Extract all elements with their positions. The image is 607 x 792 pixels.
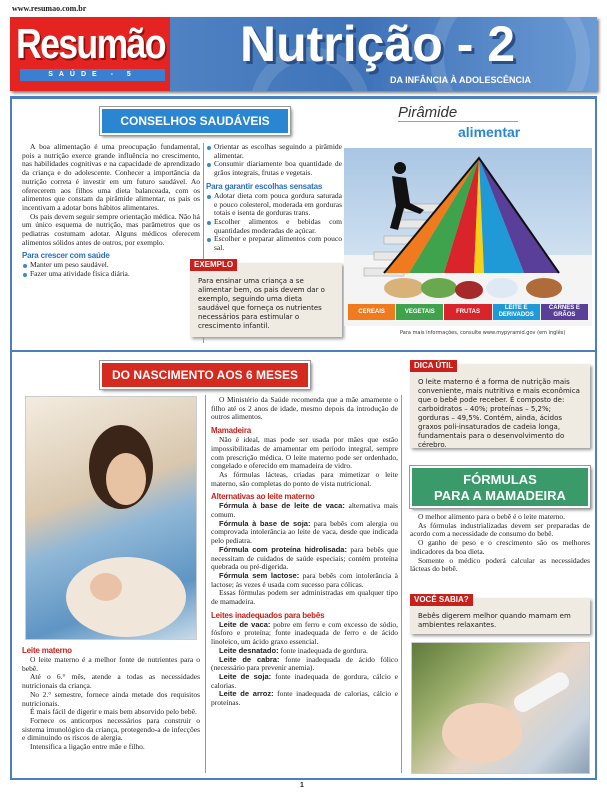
paragraph: Somente o médico poderá calcular as necessidades lácteas do bebê. — [410, 555, 590, 574]
paragraph: As fórmulas lácteas, criadas para mimetizar o leite materno, são completas do ponto de vista nutricional. — [211, 469, 398, 488]
paragraph: Essas fórmulas podem ser administradas em qualquer tipo de mamadeira. — [211, 588, 398, 607]
section-heading-conselhos: CONSELHOS SAUDÁVEIS — [100, 107, 290, 135]
description: fonte inadequada de gordura, cálcio e calorias. — [211, 671, 398, 690]
pyramid-graphic — [344, 148, 592, 326]
header-banner — [10, 17, 597, 91]
exemplo-box — [190, 259, 342, 337]
dica-util-box — [410, 361, 590, 449]
page-number: 1 — [300, 782, 304, 789]
pyramid-caption: Para mais informações, consulte www.mypyramid.gov (em inglês) — [400, 330, 566, 336]
pyramid-title: Pirâmide — [398, 104, 518, 122]
term: Fórmula sem lactose: — [219, 570, 300, 580]
paragraph — [211, 621, 398, 647]
paragraph — [211, 690, 398, 707]
term: Leite de arroz: — [219, 689, 274, 699]
term: Leite de vaca: — [219, 619, 271, 629]
paragraph: A boa alimentação é uma preocupação fundamental, pois a nutrição exerce grande influência no crescimento, nas habilidades cognitivas e na capacidade de aprendizado da criança e do adolescente. Conhecer a importância da nutrição correta é investir em um futuro saudável. Ao oferecerem aos filhos uma dieta balanceada, com os alimentos que constam da pirâmide alimentar, os pais os incentivam a adotar bons hábitos alimentares. — [22, 142, 200, 212]
description: para bebês com intolerância à lactose; às vezes é usada com sucesso para cólicas. — [211, 570, 399, 589]
list-item: Fazer uma atividade física diária. — [22, 270, 200, 279]
term: Fórmula à base de leite de vaca: — [219, 501, 345, 511]
baby-bottle-photo — [411, 642, 590, 774]
subheading: Para garantir escolhas sensatas — [206, 181, 323, 191]
conselhos-middle-column — [194, 142, 342, 337]
term: Fórmula à base de soja: — [219, 518, 311, 528]
subheading: Para crescer com saúde — [22, 251, 110, 261]
category-vegetais: VEGETAIS — [396, 304, 443, 320]
pyramid-category-legend — [348, 304, 588, 320]
dica-util-text: O leite materno é a forma de nutrição mais conveniente, mais nutritiva e mais econômica que o bebê pode receber. É composto de: carboidratos – 40%; proteínas – 5,2%; gorduras – 49,5%. Contém, ainda, ácidos graxos poli-insaturados de cadeia longa, fundamentais para o desenvolvimento do cérebro. — [418, 378, 580, 449]
food-pyramid-illustration — [344, 148, 592, 326]
list-item: Escolher alimentos e bebidas com quantidades moderadas de açúcar. — [206, 218, 342, 235]
paragraph — [211, 502, 398, 519]
exemplo-tag: EXEMPLO — [190, 259, 237, 271]
list-item: Adotar dieta com pouca gordura saturada e pouco colesterol, moderada em gorduras totais e isenta de gorduras trans. — [206, 192, 342, 218]
paragraph: O leite materno é a melhor fonte de nutrientes para o bebê. — [22, 655, 200, 673]
exemplo-text: Para ensinar uma criança a se alimentar bem, os pais devem dar o exemplo, seguindo uma dieta saudável que forneça os nutrientes necessários para estimular o crescimento infantil. — [198, 276, 325, 330]
paragraph — [211, 520, 398, 546]
paragraph — [211, 673, 398, 690]
term: Leite de cabra: — [219, 654, 280, 664]
paragraph — [211, 572, 398, 589]
section-heading-nascimento: DO NASCIMENTO AOS 6 MESES — [100, 361, 310, 389]
paragraph: Até o 6.° mês, atende a todas as necessidades nutricionais da criança. — [22, 672, 200, 691]
paragraph — [211, 546, 398, 572]
term: Leite de soja: — [219, 671, 272, 681]
term: Leite desnatado: — [219, 645, 279, 655]
category-leite: LEITE E DERIVADOS — [493, 304, 540, 320]
section-heading-formulas — [410, 466, 590, 508]
description: fonte inadequada de ácido fólico (necessário para prevenir anemia). — [211, 654, 399, 673]
heading-line: PARA A MAMADEIRA — [434, 488, 566, 503]
description: para bebês que necessitam de cuidados de saúde especiais; contém proteína quebrada ou pré-digerida. — [211, 544, 398, 572]
description: fonte inadequada de gordura. — [278, 645, 368, 655]
subheading: Leite materno — [22, 646, 72, 655]
paragraph: Não é ideal, mas pode ser usada por mães que estão impossibilitadas de amamentar em período integral, sempre com prescrição médica. O leite materno pode ser ordenhado, congelado e oferecido em mamadeira de vidro. — [211, 435, 398, 471]
formulas-text — [410, 513, 590, 574]
heading-line: FÓRMULAS — [463, 472, 537, 487]
subheading: Mamadeira — [211, 426, 251, 436]
category-cereais: CEREAIS — [348, 304, 395, 320]
leite-materno-column — [22, 645, 200, 752]
paragraph: O Ministério da Saúde recomenda que a mãe amamente o filho até os 2 anos de idade, mesmo depois da introdução de outros alimentos. — [211, 395, 398, 422]
list-item: Escolher e preparar alimentos com pouco sal. — [206, 235, 342, 252]
divider — [12, 350, 595, 352]
description: alternativa mais comum. — [211, 501, 398, 520]
paragraph: As fórmulas industrializadas devem ser preparadas de acordo com a necessidade de consumo do bebê. — [410, 520, 590, 539]
voce-sabia-text: Bebês digerem melhor quando mamam em ambientes relaxantes. — [418, 612, 571, 629]
pyramid-subtitle: alimentar — [458, 124, 521, 140]
description: pobre em ferro e com excesso de sódio, fósforo e proteína; fonte inadequada de ferro e de ácido linoleico, um ácido graxo essencial. — [211, 619, 398, 647]
brand-logo — [10, 17, 170, 91]
category-carnes: CARNES E GRÃOS — [541, 304, 588, 320]
paragraph: Fornece os anticorpos necessários para construir o sistema imunológico da criança, protegendo-a de infecções e diminuindo os riscos de alergia. — [22, 715, 200, 743]
dica-util-tag: DICA ÚTIL — [410, 360, 457, 372]
paragraph: O ganho de peso e o crescimento são os melhores indicadores da boa dieta. — [410, 538, 590, 556]
paragraph: O melhor alimento para o bebê é o leite materno. — [418, 512, 566, 521]
brand-subtitle: SAÚDE - 5 — [20, 69, 165, 81]
page-title: Nutrição - 2 — [240, 17, 516, 72]
brand-name: Resumão — [16, 20, 165, 67]
description: para bebês com alergia ou comprovada intolerância ao leite de vaca, desde que indicada pelo pediatra. — [211, 518, 398, 546]
nascimento-middle-column — [211, 396, 398, 708]
paragraph — [211, 656, 398, 673]
list-item: Orientar as escolhas seguindo a pirâmide alimentar. — [206, 143, 342, 160]
page-subtitle: DA INFÂNCIA À ADOLESCÊNCIA — [390, 75, 531, 85]
website-url: www.resumao.com.br — [12, 4, 87, 13]
description: fonte inadequada de calorias, cálcio e proteínas. — [211, 689, 398, 708]
voce-sabia-box — [410, 595, 590, 634]
list-item: Manter um peso saudável. — [22, 261, 200, 270]
mother-breastfeeding-photo — [25, 396, 197, 640]
term: Fórmula com proteína hidrolisada: — [219, 544, 347, 554]
conselhos-left-column — [22, 143, 200, 279]
paragraph: Os pais devem seguir sempre orientação médica. Não há um único esquema de nutrição, mas parâmetros que os pediatras costumam adotar. Alguns médicos oferecem alimentos sólidos antes de outros, por exemplo. — [22, 211, 200, 247]
list-item: Consumir diariamente boa quantidade de grãos integrais, frutas e vegetais. — [206, 160, 342, 177]
paragraph: Intensifica a ligação entre mãe e filho. — [30, 742, 145, 752]
paragraph: É mais fácil de digerir e mais bem absorvido pelo bebê. — [30, 707, 197, 717]
paragraph: No 2.° semestre, fornece ainda metade dos requisitos nutricionais. — [22, 689, 200, 708]
subheading: Leites inadequados para bebês — [211, 610, 325, 620]
subheading: Alternativas ao leite materno — [211, 492, 315, 502]
category-frutas: FRUTAS — [444, 304, 491, 320]
voce-sabia-tag: VOCÊ SABIA? — [410, 594, 473, 606]
